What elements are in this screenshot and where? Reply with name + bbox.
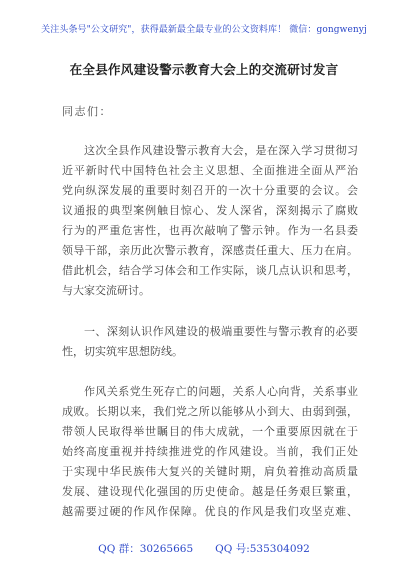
footer-qq-number: QQ 号:535304092 <box>215 543 310 555</box>
body-line: 始终高度重视并持续推进党的作风建设。当前，我们正处 <box>62 445 358 458</box>
body-line: 这次全县作风建设警示教育大会，是在深入学习贯彻习 <box>84 144 358 157</box>
document-title: 在全县作风建设警示教育大会上的交流研讨发言 <box>69 62 339 77</box>
header-promo-link[interactable]: 关注头条号"公文研究"，获得最新最全最专业的公文资料库！ 微信：gongwenyj <box>41 25 367 35</box>
body-line: 作风关系党生死存亡的问题，关系人心向背，关系事业 <box>84 385 358 398</box>
footer-contact <box>0 541 408 556</box>
body-line: 性，切实筑牢思想防线。 <box>62 345 183 358</box>
body-line: 于实现中华民族伟大复兴的关键时期，肩负着推动高质量 <box>62 465 358 478</box>
body-line: 近平新时代中国特色社会主义思想、全面推进全面从严治 <box>62 164 358 177</box>
body-line: 成败。长期以来，我们党之所以能够从小到大、由弱到强， <box>62 405 358 418</box>
body-line: 与大家交流研讨。 <box>62 284 150 297</box>
body-line: 议通报的典型案例触目惊心、发人深省，深刻揭示了腐败 <box>62 204 358 217</box>
body-line: 行为的严重危害性，也再次敲响了警示钟。作为一名县委 <box>62 224 358 237</box>
body-line: 借此机会，结合学习体会和工作实际，谈几点认识和思考， <box>62 264 358 277</box>
body-line: 越需要过硬的作风作保障。优良的作风是我们攻坚克难、 <box>62 505 358 518</box>
body-line: 党向纵深发展的重要时刻召开的一次十分重要的会议。会 <box>62 184 358 197</box>
greeting: 同志们： <box>62 105 112 118</box>
body-line: 带领人民取得举世瞩目的伟大成就，一个重要原因就在于 <box>62 425 358 438</box>
footer-qq-group: QQ 群：30265665 <box>98 543 194 555</box>
body-line: 一、深刻认识作风建设的极端重要性与警示教育的必要 <box>84 325 358 338</box>
body-line: 发展、建设现代化强国的历史使命。越是任务艰巨繁重， <box>62 485 358 498</box>
body-line: 领导干部，亲历此次警示教育，深感责任重大、压力在肩。 <box>62 244 358 257</box>
